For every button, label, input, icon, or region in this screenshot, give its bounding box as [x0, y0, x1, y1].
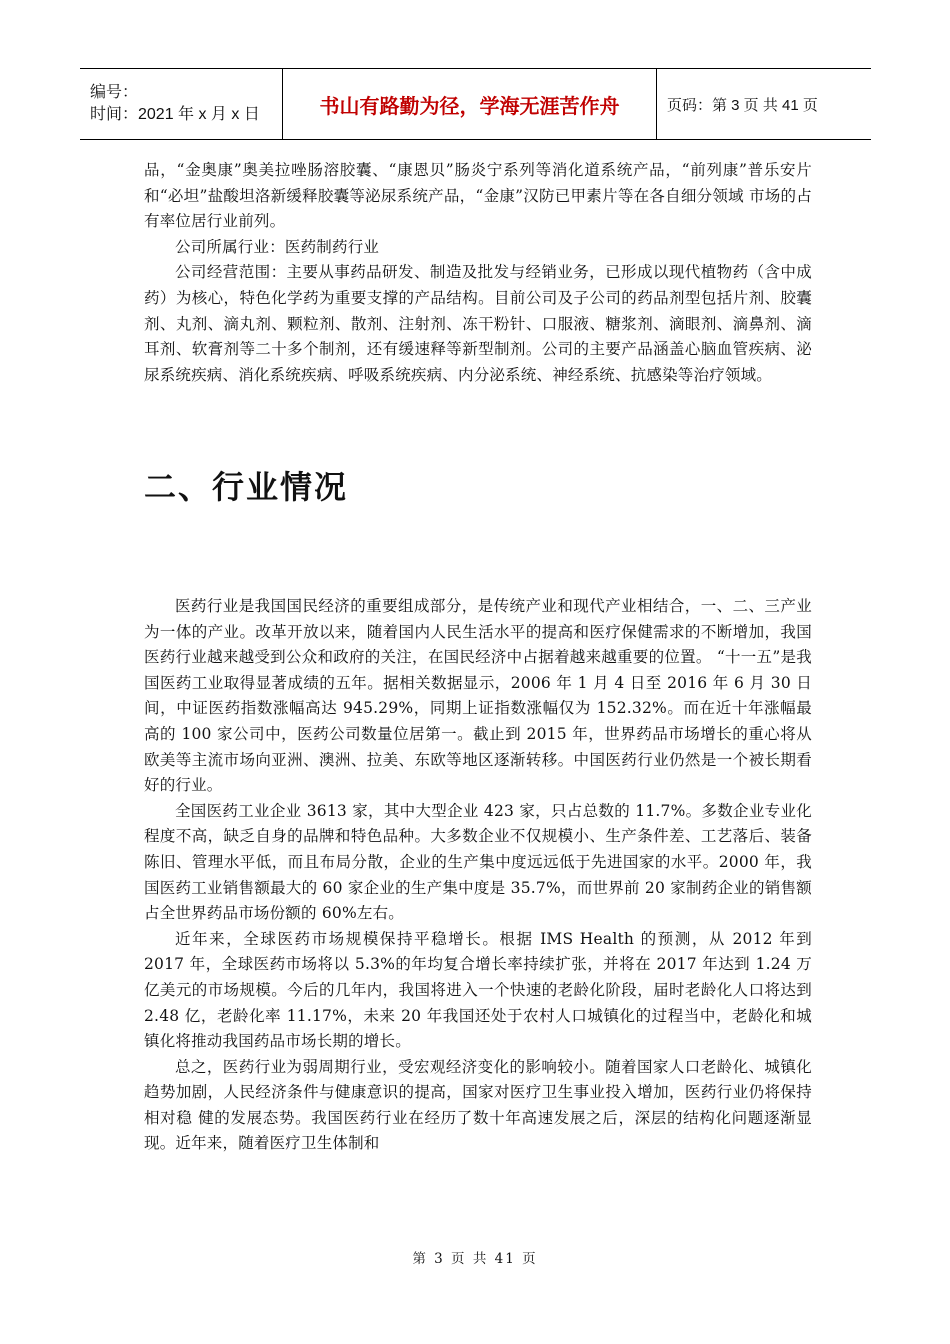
paragraph-business-scope: 公司经营范围：主要从事药品研发、制造及批发与经销业务，已形成以现代植物药（含中成药）为核心，特色化学药为重要支撑的产品结构。目前公司及子公司的药品剂型包括片剂、胶囊剂、丸剂、滴丸剂、颗粒剂、散剂、注射剂、冻干粉针、口服液、糖浆剂、滴眼剂、滴鼻剂、滴耳剂、软膏剂等二十多个制剂，还有缓速释等新型制剂。公司的主要产品涵盖心脑血管疾病、泌尿系统疾病、消化系统疾病、呼吸系统疾病、内分泌系统、神经系统、抗感染等治疗领域。 — [144, 263, 812, 384]
section-heading: 二、行业情况 — [144, 468, 349, 506]
header-motto-cell — [283, 69, 657, 139]
header-page-number: 页码：第 3 页 共 41 页 — [667, 96, 818, 114]
header-info-cell — [80, 69, 283, 139]
company-profile-section — [144, 158, 812, 388]
page-footer: 第 3 页 共 41 页 — [412, 1251, 538, 1267]
document-date-label: 时间：2021 年 x 月 x 日 — [90, 106, 260, 123]
page-header — [80, 68, 871, 140]
industry-section — [144, 594, 812, 1157]
paragraph-industry-overview: 医药行业是我国国民经济的重要组成部分，是传统产业和现代产业相结合，一、二、三产业为一体的产业。改革开放以来，随着国内人民生活水平的提高和医疗保健需求的不断增加，我国医药行业越来越受到公众和政府的关注，在国民经济中占据着越来越重要的位置。 “十一五”是我国医药工业取得显著成绩的五年。据相关数据显示，2006 年 1 月 4 日至 2016 年 6 月 30 日间，中证医药指数涨幅高达 945.29%，同期上证指数涨幅仅为 152.32%。而在近十年涨幅最高的 100 家公司中，医药公司数量位居第一。截止到 2015 年，世界药品市场增长的重心将从欧美等主流市场向亚洲、澳洲、拉美、东欧等地区逐渐转移。中国医药行业仍然是一个被长期看好的行业。 — [144, 597, 812, 795]
paragraph-enterprise-stats: 全国医药工业企业 3613 家，其中大型企业 423 家，只占总数的 11.7%。多数企业专业化程度不高，缺乏自身的品牌和特色品种。大多数企业不仅规模小、生产条件差、工艺落后、装备陈旧、管理水平低，而且布局分散，企业的生产集中度远远低于先进国家的水平。2000 年，我国医药工业销售额最大的 60 家企业的生产集中度是 35.7%，而世界前 20 家制药企业的销售额占全世界药品市场份额的 60%左右。 — [144, 801, 812, 923]
header-motto: 书山有路勤为径，学海无涯苦作舟 — [319, 93, 620, 118]
paragraph-market-growth: 近年来，全球医药市场规模保持平稳增长。根据 IMS Health 的预测，从 2012 年到 2017 年，全球医药市场将以 5.3%的年均复合增长率持续扩张，并将在 2017 年达到 1.24 万亿美元的市场规模。今后的几年内，我国将进入一个快速的老龄化阶段，届时老龄化人口将达到 2.48 亿，老龄化率 11.17%，未来 20 年我国还处于农村人口城镇化的过程当中，老龄化和城镇化将推动我国药品市场长期的增长。 — [144, 929, 812, 1051]
document-number-label: 编号： — [90, 84, 139, 101]
paragraph-summary: 总之，医药行业为弱周期行业，受宏观经济变化的影响较小。随着国家人口老龄化、城镇化趋势加剧，人民经济条件与健康意识的提高，国家对医疗卫生事业投入增加，医药行业仍将保持相对稳 健的发展态势。我国医药行业在经历了数十年高速发展之后，深层的结构化问题逐渐显现。近年来，随着医疗卫生体制和 — [144, 1057, 812, 1153]
header-page-cell — [657, 69, 871, 139]
paragraph-products: 品，“金奥康”奥美拉唑肠溶胶囊、“康恩贝”肠炎宁系列等消化道系统产品，“前列康”普乐安片和“必坦”盐酸坦洛新缓释胶囊等泌尿系统产品，“金康”汉防已甲素片等在各自细分领域 市场的占有率位居行业前列。 — [144, 161, 812, 231]
paragraph-industry: 公司所属行业：医药制药行业 — [175, 237, 380, 256]
